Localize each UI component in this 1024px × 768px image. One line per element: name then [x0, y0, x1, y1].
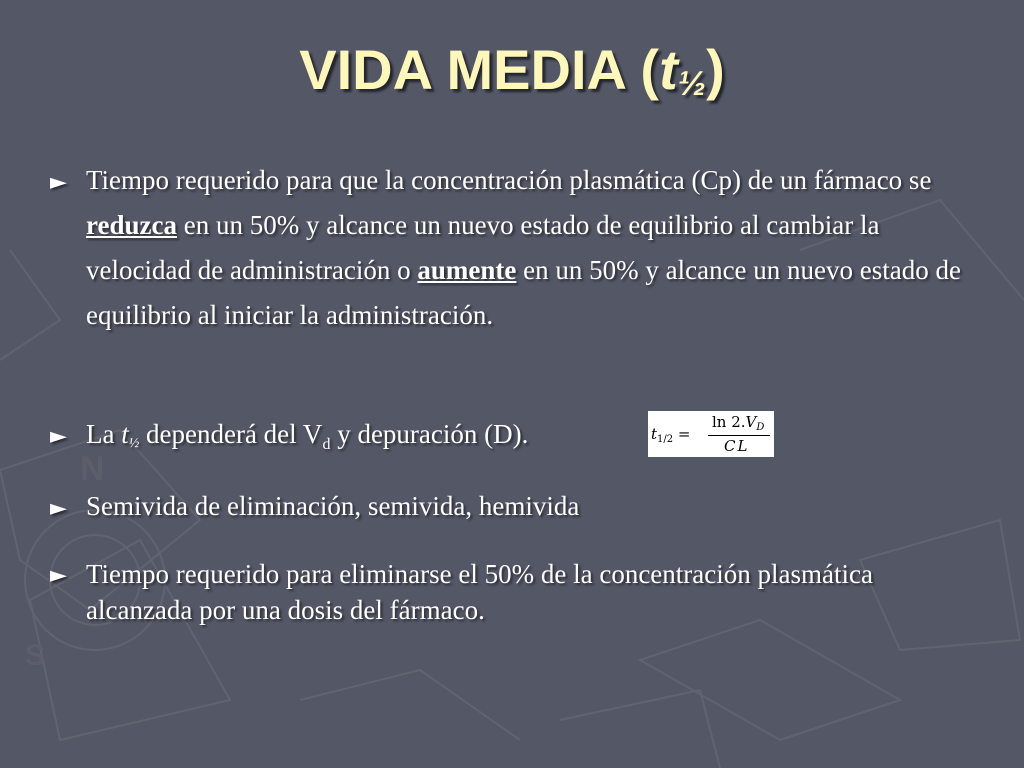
title-close: ) — [706, 38, 725, 101]
bullet-1-emph-reduzca: reduzca — [86, 210, 177, 240]
bullet-2-post: y depuración (D). — [330, 419, 529, 449]
bullet-arrow-icon: ► — [50, 496, 67, 521]
bullet-2-text — [86, 412, 980, 467]
slide-title — [0, 30, 1024, 124]
bullet-2-vd-sub: d — [322, 436, 331, 453]
svg-text:N: N — [80, 450, 105, 488]
bullet-1 — [50, 158, 980, 338]
bullet-3-text: Semivida de eliminación, semivida, hemivida — [86, 491, 580, 521]
formula-ln2: ln 2. — [712, 413, 746, 431]
bullet-2-mid: dependerá del V — [139, 419, 323, 449]
svg-text:S: S — [25, 639, 46, 672]
bullet-4-text: Tiempo requerido para eliminarse el 50% de la concentración plasmática alcanzada por una dosis del fármaco. — [86, 559, 873, 625]
title-symbol: t — [659, 38, 678, 101]
bullet-1-mid: en un 50% y alcance un nuevo estado de equilibrio al cambiar la velocidad de administración o — [86, 210, 880, 285]
bullet-4 — [50, 556, 980, 628]
bullet-arrow-icon: ► — [50, 424, 67, 449]
bullet-2-pre: La — [86, 419, 122, 449]
formula-t-sub: 1/2 — [657, 434, 674, 445]
formula-v-sub: D — [756, 422, 765, 433]
bullet-1-post: en un 50% y alcance un nuevo estado de equilibrio al iniciar la administración. — [86, 255, 961, 330]
title-main: VIDA MEDIA ( — [299, 38, 660, 101]
bullet-3 — [50, 484, 980, 529]
bullet-1-text — [86, 158, 980, 338]
title-subscript: ½ — [677, 65, 707, 103]
bullet-1-pre: Tiempo requerido para que la concentración plasmática (Cp) de un fármaco se — [86, 165, 932, 195]
bullet-2-symbol: t — [121, 419, 129, 449]
bullet-arrow-icon: ► — [50, 563, 67, 588]
formula-lhs — [651, 425, 690, 445]
bullet-arrow-icon: ► — [50, 170, 67, 195]
formula-v: V — [745, 413, 757, 431]
bullet-1-emph-aumente: aumente — [417, 255, 517, 285]
bullet-2 — [50, 412, 980, 467]
half-life-formula — [648, 411, 774, 457]
bullet-2-symbol-sub: ½ — [128, 436, 140, 451]
formula-fraction-bar — [708, 435, 770, 436]
formula-t: t — [651, 425, 658, 443]
formula-numerator — [712, 413, 764, 433]
formula-equals: = — [677, 425, 691, 443]
formula-denominator: CL — [724, 437, 750, 455]
